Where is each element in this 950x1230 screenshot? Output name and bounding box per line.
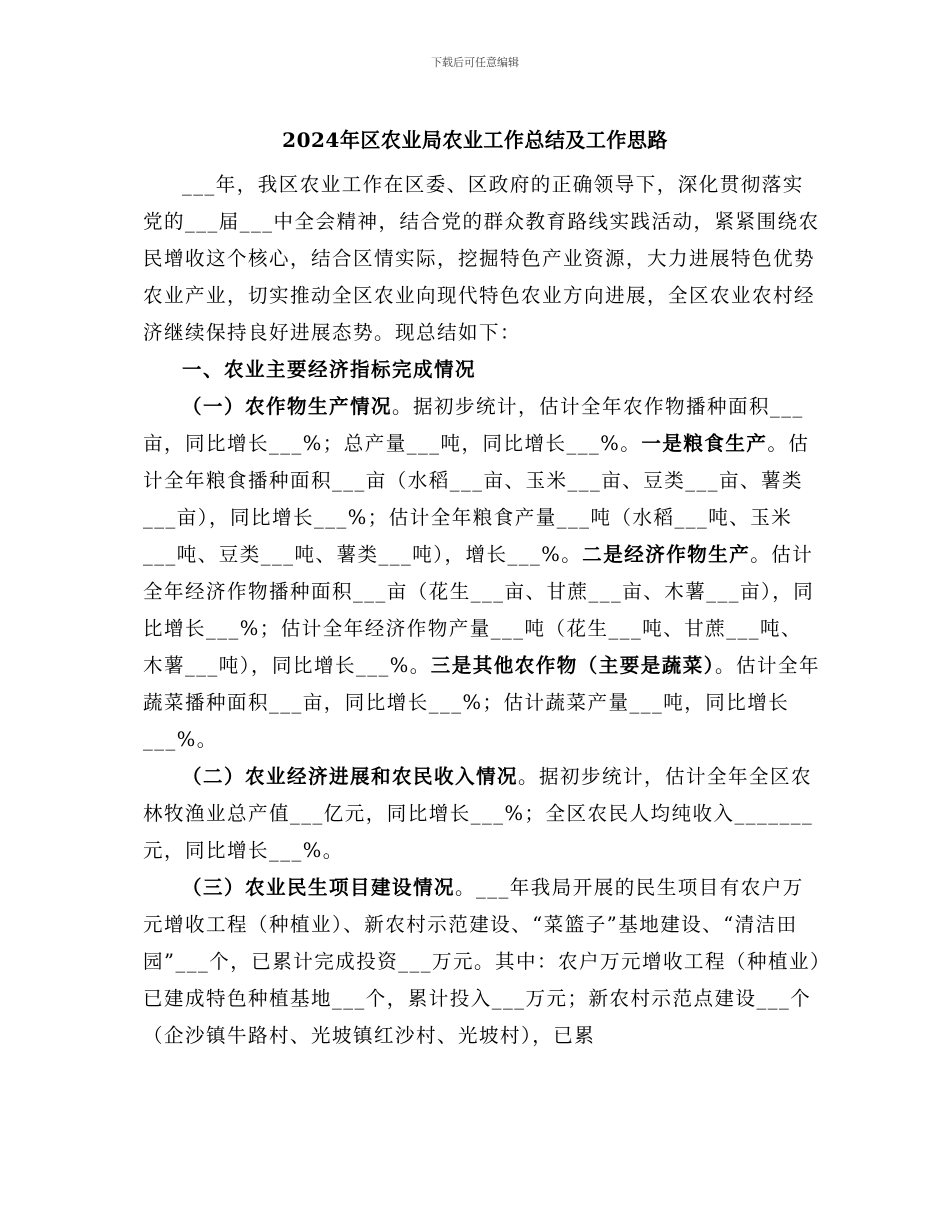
crop-production-paragraph [143, 388, 823, 758]
paragraph-text: 。据初步统计，估计全年全区农林牧渔业总产值___亿元，同比增长___%；全区农民人均纯收入_______元，同比增长___%。 [143, 765, 814, 862]
header-note: 下载后可任意编辑 [431, 56, 519, 69]
projects-paragraph [143, 869, 823, 1054]
document-body [143, 166, 823, 1054]
document-title: 2024年区农业局农业工作总结及工作思路 [282, 128, 668, 152]
intro-paragraph: ___年，我区农业工作在区委、区政府的正确领导下，深化贯彻落实党的___届___中全会精神，结合党的群众教育路线实践活动，紧紧围绕农民增收这个核心，结合区情实际，挖掘特色产业资源，大力进展特色优势农业产业，切实推动全区农业向现代特色农业方向进展，全区农业农村经济继续保持良好进展态势。现总结如下： [143, 173, 820, 344]
income-paragraph [143, 758, 823, 869]
subsection-heading: （一）农作物生产情况 [182, 395, 393, 418]
bold-phrase: 一是粮食生产 [641, 432, 768, 455]
paragraph-text: 。估计全年经济作物播种面积___亩（花生___亩、甘蔗___亩、木薯___亩），同比增长___%；估计全年经济作物产量___吨（花生___吨、甘蔗___吨、木薯___吨），同比增长___%。 [143, 543, 815, 677]
section-heading: 一、农业主要经济指标完成情况 [182, 358, 477, 381]
subsection-heading: （三）农业民生项目建设情况 [182, 876, 456, 899]
subsection-heading: （二）农业经济进展和农民收入情况 [182, 765, 519, 788]
paragraph-text: 。___年我局开展的民生项目有农户万元增收工程（种植业）、新农村示范建设、“菜篮子”基地建设、“清洁田园”___个，已累计完成投资___万元。其中：农户万元增收工程（种植业）已建成特色种植基地___个，累计投入___万元；新农村示范点建设___个（企沙镇牛路村、光坡镇红沙村、光坡村），已累 [143, 876, 822, 1047]
paragraph-text: 。估计全年粮食播种面积___亩（水稻___亩、玉米___亩、豆类___亩、薯类___亩），同比增长___%；估计全年粮食产量___吨（水稻___吨、玉米___吨、豆类___吨、薯类___吨），增长___%。 [143, 432, 810, 566]
bold-phrase: 三是其他农作物（主要是蔬菜） [430, 654, 716, 677]
bold-phrase: 二是经济作物生产 [582, 543, 751, 566]
paragraph-text: 。估计全年蔬菜播种面积___亩，同比增长___%；估计蔬菜产量___吨，同比增长___%。 [143, 654, 821, 751]
paragraph-text: 。据初步统计，估计全年农作物播种面积___亩，同比增长___%；总产量___吨，同比增长___%。 [143, 395, 804, 455]
